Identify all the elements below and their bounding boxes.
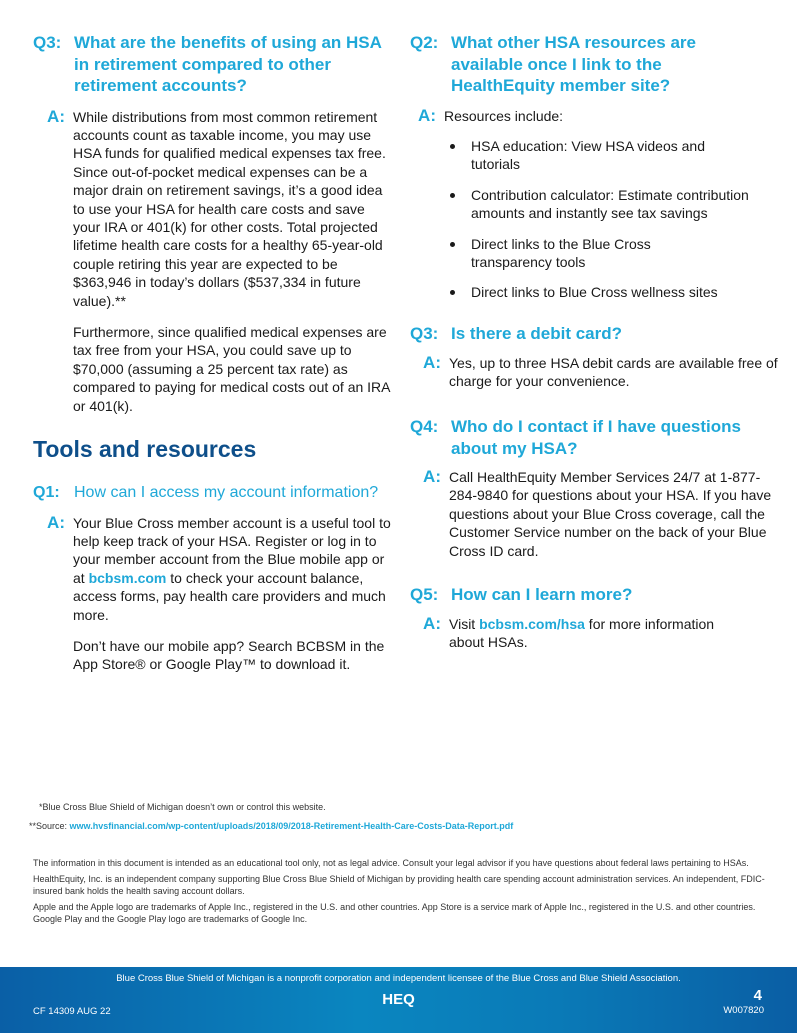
answer-block [410, 615, 785, 652]
legal-disclaimer [33, 857, 773, 925]
resource-list [444, 137, 785, 302]
answer-paragraph: Yes, up to three HSA debit cards are available free of charge for your convenience. [449, 354, 778, 389]
license-statement: Blue Cross Blue Shield of Michigan is a nonprofit corporation and independent licensee of the Blue Cross and Blue Shield Association. [116, 973, 681, 984]
source-footnote [29, 820, 514, 832]
answer-paragraph: Call HealthEquity Member Services 24/7 at 1-877-284-9840 for questions about your HSA. If you have questions about your Blue Cross coverage, call the Customer Service number on the back of your Blue Cross ID card. [449, 469, 772, 559]
bullet-icon [450, 242, 455, 247]
legal-paragraph: HealthEquity, Inc. is an independent company supporting Blue Cross Blue Shield of Michigan by providing health care spending account administration services. An independent, FDIC-insured bank holds the health saving account dollars. [33, 874, 765, 896]
answer-label: A: [423, 352, 441, 372]
qa-right-q5 [410, 584, 785, 651]
center-code: HEQ [382, 991, 415, 1008]
answer-paragraph: Furthermore, since qualified medical expenses are tax free from your HSA, you could save up to $70,000 (assuming a 25 percent tax rate) as compared to paying for medical costs out of an IRA or 401(k). [73, 323, 390, 414]
answer-intro: Resources include: [444, 107, 564, 124]
form-code: CF 14309 AUG 22 [33, 1006, 111, 1017]
list-item-text: HSA education: View HSA videos and tutorials [471, 137, 706, 173]
question-text: What are the benefits of using an HSA in retirement compared to other retirement accounts? [74, 33, 382, 95]
answer-text: Visit [449, 615, 480, 632]
question-number: Q3: [33, 33, 62, 52]
answer-label: A: [47, 106, 65, 126]
source-link[interactable]: www.hvsfinancial.com/wp-content/uploads/2018/09/2018-Retirement-Health-Care-Costs-Data-Report.pdf [69, 821, 514, 831]
question-number: Q2: [410, 33, 439, 52]
answer-block [410, 354, 785, 391]
question-heading [33, 482, 393, 504]
list-item [444, 283, 785, 301]
answer-body [73, 514, 393, 674]
answer-block [32, 108, 393, 416]
question-number: Q1: [33, 484, 60, 501]
qa-right-q4 [410, 416, 785, 560]
bullet-icon [450, 290, 455, 295]
website-footnote: *Blue Cross Blue Shield of Michigan doesn’t own or control this website. [39, 802, 326, 812]
qa-right-q3 [410, 323, 785, 390]
question-number: Q5: [410, 585, 439, 604]
legal-paragraph: The information in this document is intended as an educational tool only, not as legal advice. Consult your legal advisor if you have questions about federal laws pertaining to HSAs. [33, 858, 749, 868]
list-item-text: Contribution calculator: Estimate contribution amounts and instantly see tax savings [471, 186, 749, 222]
legal-paragraph: Apple and the Apple logo are trademarks of Apple Inc., registered in the U.S. and other countries. App Store is a service mark of Apple Inc., registered in the U.S. and other countries. Google Play and the Google Play logo are trademarks of Google Inc. [33, 902, 756, 924]
answer-paragraph: Don’t have our mobile app? Search BCBSM in the App Store® or Google Play™ to download it. [73, 637, 385, 673]
source-label: **Source: [29, 821, 70, 831]
qa-right-q2 [410, 32, 785, 314]
bcbsm-hsa-link[interactable]: bcbsm.com/hsa [479, 615, 585, 632]
answer-block [32, 514, 393, 674]
question-heading [410, 32, 785, 97]
answer-label: A: [423, 613, 441, 633]
answer-label: A: [47, 512, 65, 532]
question-heading [410, 584, 785, 606]
answer-text: Your Blue Cross member account is a useful tool to help keep track of your HSA. Register or log in to your member account from the Blue mobile app or at [73, 514, 391, 586]
answer-label: A: [423, 467, 441, 486]
bullet-icon [450, 144, 455, 149]
answer-block [410, 468, 785, 560]
answer-block [406, 107, 785, 314]
document-code: W007820 [723, 1005, 764, 1016]
list-item-text: Direct links to Blue Cross wellness sites [471, 284, 718, 301]
section-title: Tools and resources [33, 436, 257, 462]
answer-body [449, 615, 785, 652]
question-text: Is there a debit card? [451, 324, 622, 343]
question-heading [33, 32, 393, 97]
question-text: Who do I contact if I have questions about my HSA? [451, 417, 741, 458]
question-heading [410, 416, 785, 459]
answer-label: A: [418, 105, 436, 125]
answer-body [449, 354, 785, 391]
question-heading [410, 323, 785, 345]
answer-paragraph [449, 615, 725, 652]
list-item-text: Direct links to the Blue Cross transparency tools [471, 235, 651, 270]
qa-left-q1 [33, 482, 393, 674]
question-number: Q4: [410, 417, 439, 436]
question-text: How can I access my account information? [74, 484, 379, 501]
list-item [444, 186, 785, 223]
question-text: What other HSA resources are available once I link to the HealthEquity member site? [451, 33, 696, 95]
answer-text: to check your account balance, access forms, pay health care providers and much more. [73, 569, 386, 623]
answer-body [444, 107, 785, 314]
answer-text: for more information about HSAs. [449, 615, 715, 650]
footer-bar [0, 967, 797, 1033]
question-number: Q3: [410, 324, 439, 343]
footnotes [29, 801, 514, 832]
list-item [444, 137, 785, 174]
answer-paragraph [73, 514, 393, 624]
question-text: How can I learn more? [451, 585, 633, 604]
qa-left-q3 [33, 32, 393, 415]
page-number: 4 [753, 987, 762, 1004]
bullet-icon [450, 193, 455, 198]
answer-body [449, 468, 785, 560]
answer-paragraph: While distributions from most common retirement accounts count as taxable income, you may use HSA funds for qualified medical expenses tax free. Since out-of-pocket medical expenses can be a major drain on retirement savings, it’s a good idea to use your HSA for health care costs and save your IRA or 401(k) for other costs. Total projected lifetime health care costs for a healthy 65-year-old couple retiring this year are expected to be $363,946 in today’s dollars ($537,334 in future value).** [73, 108, 386, 309]
bcbsm-link[interactable]: bcbsm.com [88, 569, 167, 586]
answer-body [73, 108, 393, 416]
list-item [444, 235, 785, 272]
